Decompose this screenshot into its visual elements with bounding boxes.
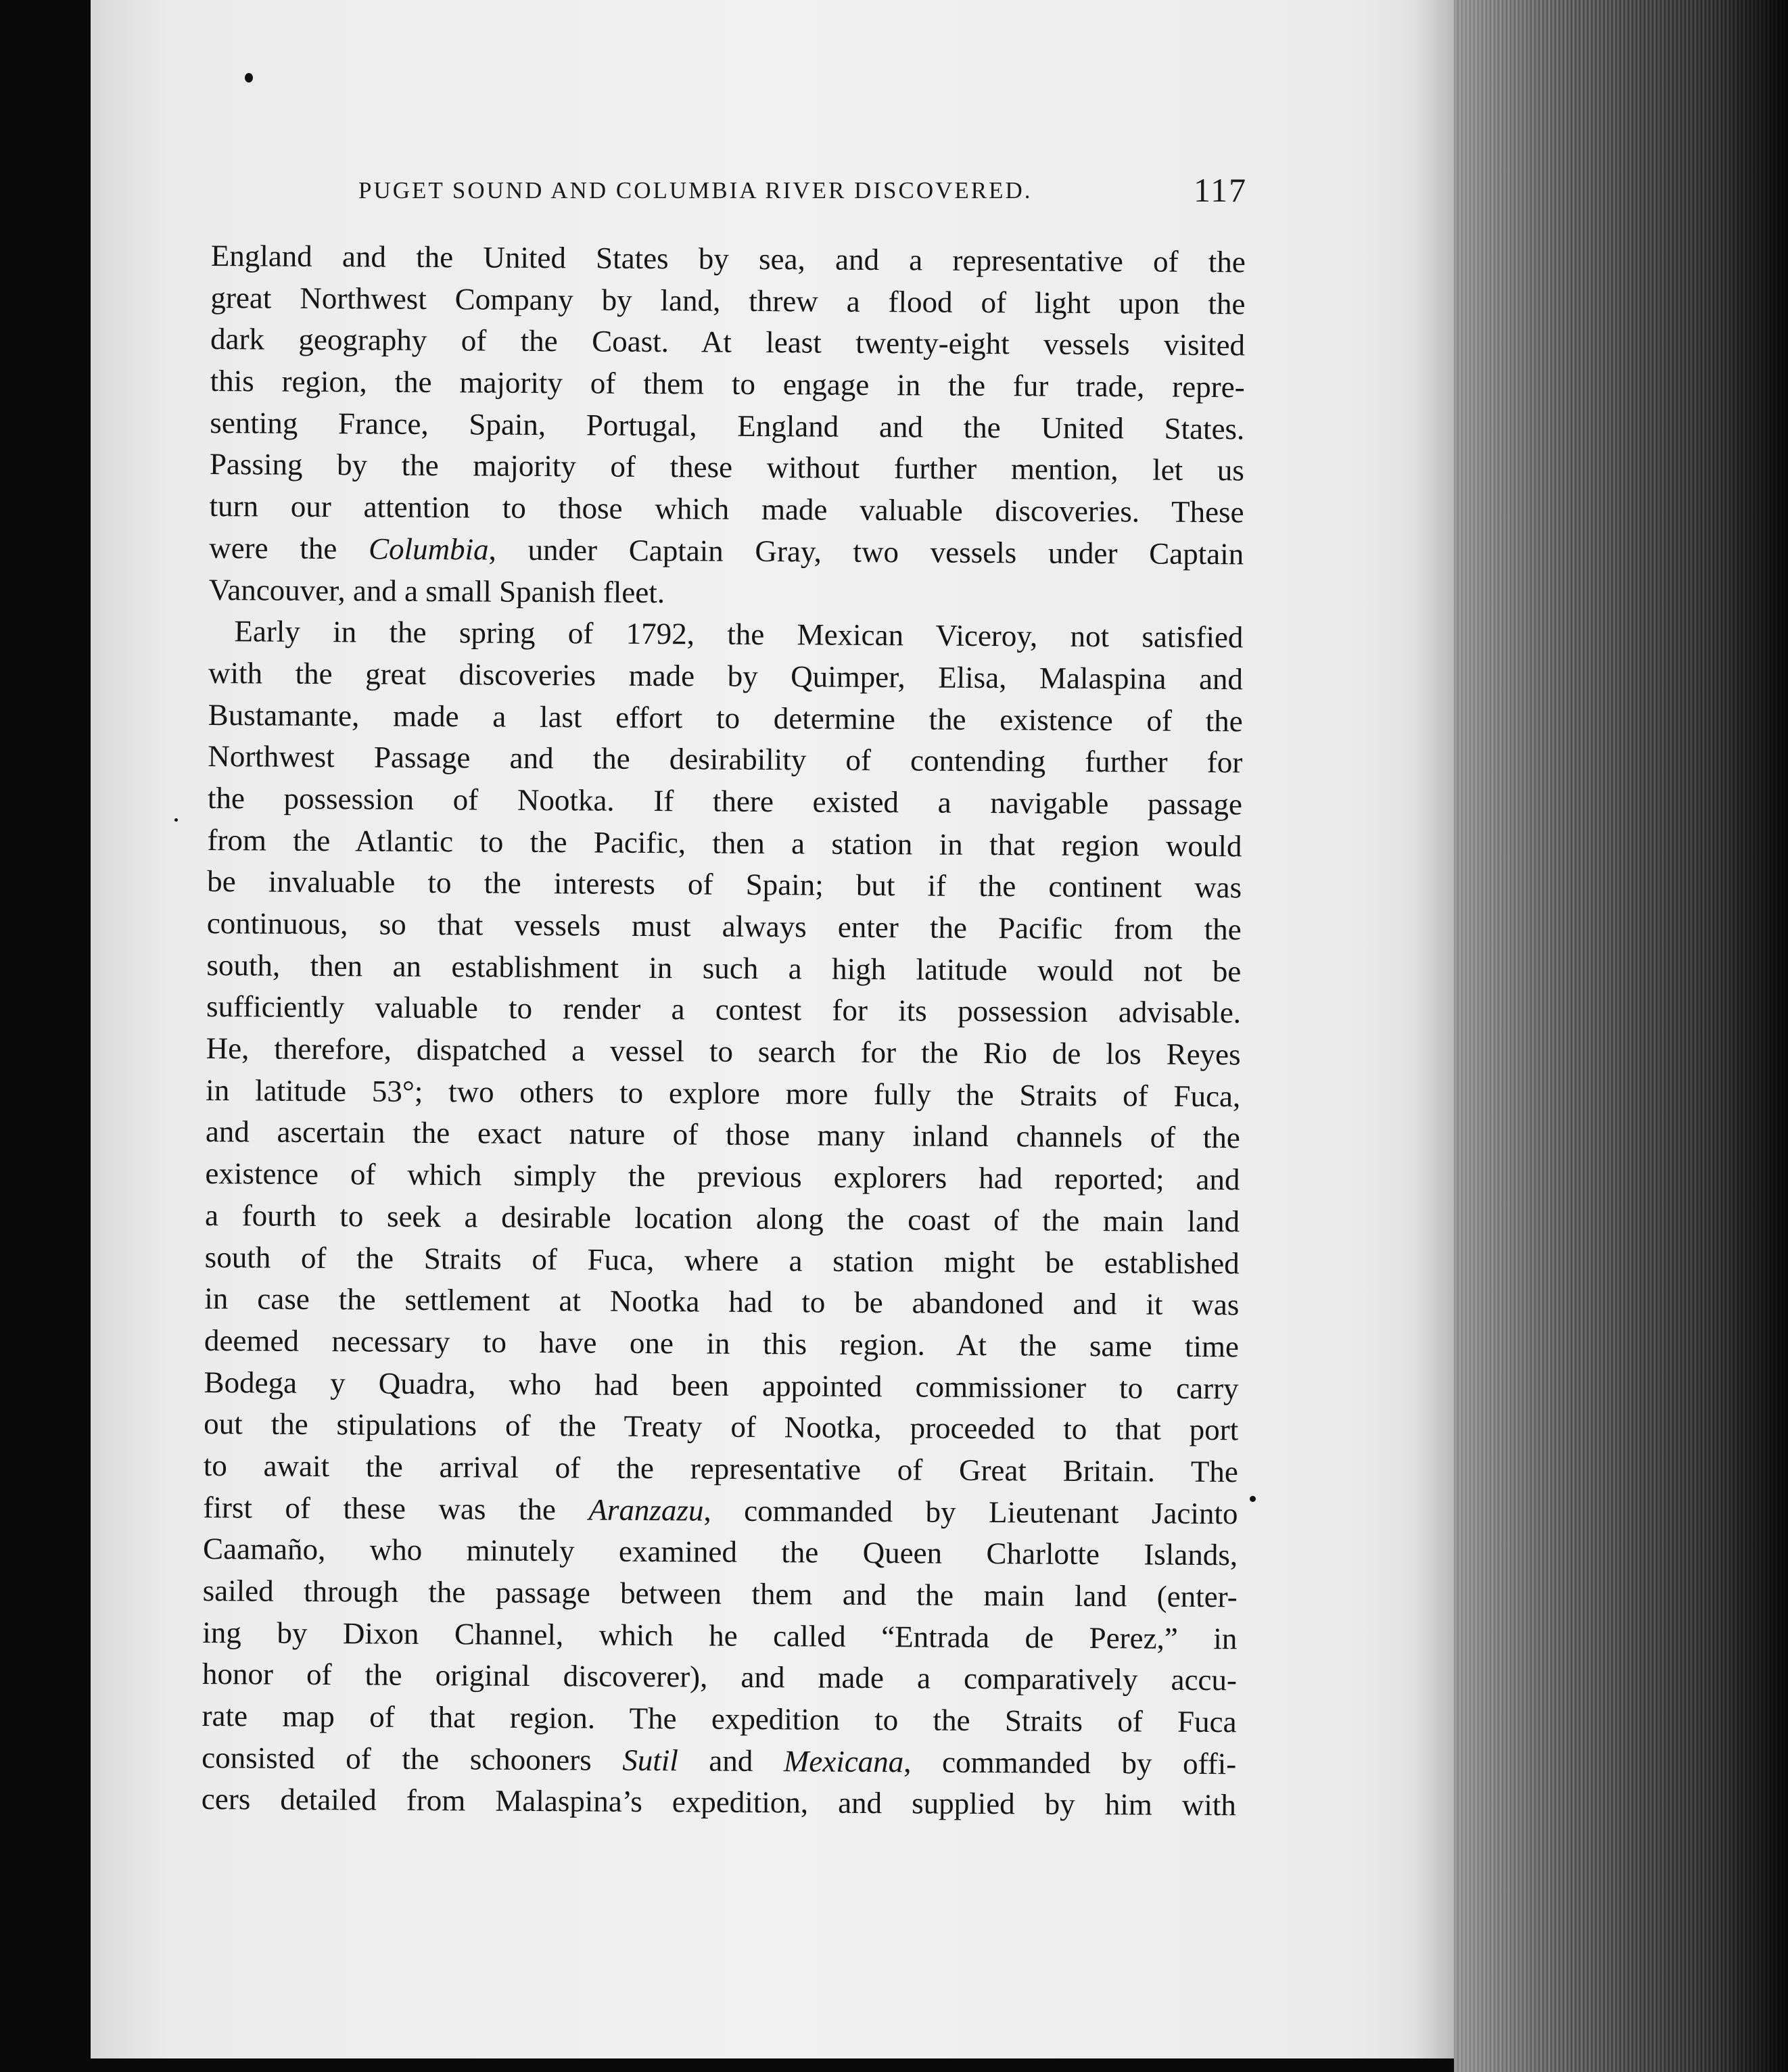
text-line: continuous, so that vessels must always enter the Pacific from the bbox=[206, 905, 1242, 947]
text-line: England and the United States by sea, and a representative of the bbox=[210, 238, 1246, 279]
page-number: 117 bbox=[1194, 171, 1248, 209]
text-line: sufficiently valuable to render a contest for its possession advisable. bbox=[206, 989, 1242, 1030]
ship-name: Columbia bbox=[368, 532, 489, 567]
text-line: rate map of that region. The expedition to the Straits of Fuca bbox=[202, 1699, 1237, 1739]
text-line: from the Atlantic to the Pacific, then a station in that region would bbox=[207, 822, 1242, 863]
text-line: south, then an establishment in such a high latitude would not be bbox=[206, 947, 1242, 989]
running-head: PUGET SOUND AND COLUMBIA RIVER DISCOVERED. bbox=[358, 177, 1033, 204]
text-line: He, therefore, dispatched a vessel to search for the Rio de los Reyes bbox=[206, 1031, 1241, 1072]
text-line: deemed necessary to have one in this region. At the same time bbox=[204, 1323, 1240, 1364]
text-line: ing by Dixon Channel, which he called “Entrada de Perez,” in bbox=[202, 1615, 1238, 1655]
text-line: Passing by the majority of these without further mention, let us bbox=[209, 447, 1245, 488]
text-line: the possession of Nootka. If there existed a navigable passage bbox=[207, 780, 1243, 822]
text-line: Early in the spring of 1792, the Mexican Viceroy, not satisfied bbox=[234, 614, 1244, 655]
text-line: consisted of the schooners Sutil and Mexicana, commanded by offi- bbox=[202, 1740, 1237, 1781]
text-line: out the stipulations of the Treaty of Nootka, proceeded to that port bbox=[204, 1407, 1239, 1447]
ship-name: Sutil bbox=[622, 1743, 678, 1778]
text-line: existence of which simply the previous explorers had reported; and bbox=[205, 1156, 1240, 1197]
text-line: a fourth to seek a desirable location along the coast of the main land bbox=[204, 1198, 1240, 1239]
text-line: in latitude 53°; two others to explore more fully the Straits of Fuca, bbox=[206, 1073, 1241, 1114]
text-line: Northwest Passage and the desirability of contending further for bbox=[208, 739, 1243, 780]
text-line: first of these was the Aranzazu, commanded by Lieutenant Jacinto bbox=[203, 1490, 1238, 1530]
text-line: senting France, Spain, Portugal, England and the United States. bbox=[210, 405, 1245, 446]
text-line: this region, the majority of them to engage in the fur trade, repre- bbox=[210, 364, 1245, 404]
text-line: were the Columbia, under Captain Gray, two vessels under Captain bbox=[209, 530, 1244, 571]
text-line: Bustamante, made a last effort to determine the existence of the bbox=[208, 697, 1243, 738]
ship-name: Aranzazu bbox=[588, 1492, 704, 1528]
ship-name: Mexicana bbox=[783, 1743, 904, 1779]
text-line: Vancouver, and a small Spanish fleet. bbox=[208, 572, 665, 609]
text-line: to await the arrival of the representative of Great Britain. The bbox=[203, 1448, 1239, 1489]
text-line: honor of the original discoverer), and made a comparatively accu- bbox=[202, 1657, 1238, 1697]
text-line: with the great discoveries made by Quimper, Elisa, Malaspina and bbox=[208, 655, 1244, 697]
ink-speck bbox=[174, 818, 178, 822]
text-line: and ascertain the exact nature of those many inland channels of the bbox=[205, 1114, 1241, 1155]
text-line: dark geography of the Coast. At least twenty-eight vessels visited bbox=[210, 322, 1246, 362]
text-line: Caamaño, who minutely examined the Queen Charlotte Islands, bbox=[202, 1532, 1238, 1572]
ink-speck bbox=[1250, 1496, 1256, 1502]
text-line: be invaluable to the interests of Spain; but if the continent was bbox=[207, 864, 1242, 905]
body-text bbox=[202, 235, 1246, 1827]
text-line: in case the settlement at Nootka had to be abandoned and it was bbox=[204, 1281, 1240, 1322]
text-line: south of the Straits of Fuca, where a station might be established bbox=[204, 1240, 1240, 1280]
ink-speck bbox=[245, 73, 253, 83]
text-line: sailed through the passage between them and the main land (enter- bbox=[202, 1573, 1238, 1614]
text-line: turn our attention to those which made valuable discoveries. These bbox=[209, 489, 1244, 529]
page-edges-shading bbox=[1454, 0, 1788, 2072]
text-line: great Northwest Company by land, threw a flood of light upon the bbox=[210, 280, 1246, 321]
text-line: cers detailed from Malaspina’s expedition, and supplied by him with bbox=[201, 1782, 1236, 1822]
text-line: Bodega y Quadra, who had been appointed commissioner to carry bbox=[204, 1365, 1239, 1405]
